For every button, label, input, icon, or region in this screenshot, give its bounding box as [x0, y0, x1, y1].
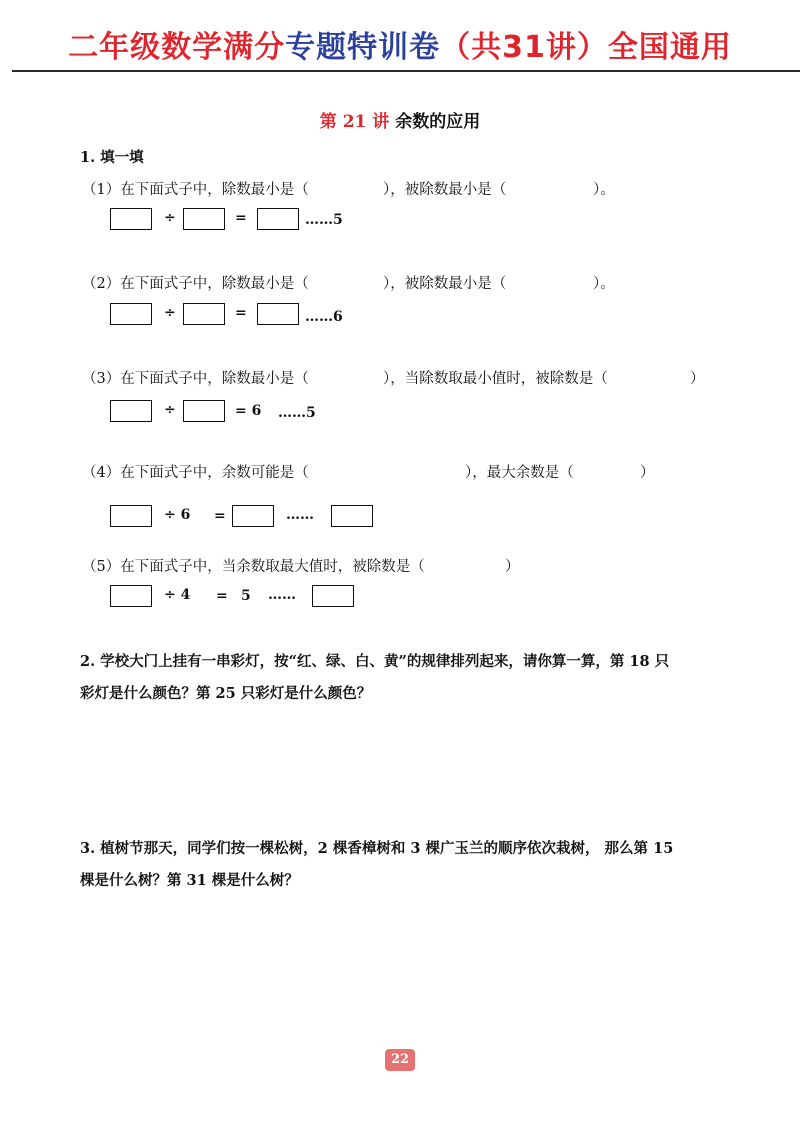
page-number-badge: 22 — [385, 1049, 415, 1071]
q1-4-op: ÷ 6 — [164, 507, 191, 523]
q1-1-prompt: （1）在下面式子中，除数最小是（ — [82, 182, 309, 198]
q1-1-dividend-box[interactable] — [110, 208, 152, 230]
q1-2-mid: ），被除数最小是（ — [383, 276, 507, 292]
banner-part-2: 专题特训卷 — [285, 30, 441, 65]
q1-2-eq: = — [235, 305, 247, 321]
q1-5-remainder-box[interactable] — [312, 585, 354, 607]
banner-divider — [12, 70, 800, 72]
q1-3-remainder: ……5 — [278, 405, 316, 421]
q1-3-dividend-box[interactable] — [110, 400, 152, 422]
q1-2-end: ）。 — [593, 276, 615, 292]
section-1-heading: 1. 填一填 — [80, 149, 144, 166]
section-2-line-2: 彩灯是什么颜色？第 25 只彩灯是什么颜色？ — [80, 685, 372, 702]
q1-1-remainder: ……5 — [305, 212, 343, 228]
lesson-name: 余数的应用 — [395, 112, 481, 132]
q1-1-op: ÷ — [164, 210, 176, 226]
section-3-line-1: 3. 植树节那天，同学们按一棵松树，2 棵香樟树和 3 棵广玉兰的顺序依次栽树， 那么第 15 — [80, 840, 674, 857]
q1-1-quotient-box[interactable] — [257, 208, 299, 230]
q1-1-end: ）。 — [593, 182, 615, 198]
q1-3-mid: ），当除数取最小值时，被除数是（ — [383, 371, 608, 387]
q1-4-remainder-box[interactable] — [331, 505, 373, 527]
q1-3-prompt: （3）在下面式子中，除数最小是（ — [82, 371, 309, 387]
q1-3-op: ÷ — [164, 402, 176, 418]
section-2-line-1: 2. 学校大门上挂有一串彩灯，按“红、绿、白、黄”的规律排列起来，请你算一算，第 18 只 — [80, 653, 670, 670]
q1-2-op: ÷ — [164, 305, 176, 321]
q1-2-remainder: ……6 — [305, 309, 343, 325]
q1-3-divisor-box[interactable] — [183, 400, 225, 422]
section-3-line-2: 棵是什么树？第 31 棵是什么树？ — [80, 872, 299, 889]
q1-5-prompt: （5）在下面式子中，当余数取最大值时，被除数是（ — [82, 559, 425, 575]
q1-5-dots: …… — [268, 587, 296, 603]
q1-1-eq: = — [235, 210, 247, 226]
q1-2-dividend-box[interactable] — [110, 303, 152, 325]
q1-4-mid: ），最大余数是（ — [465, 465, 574, 481]
q1-4-quotient-box[interactable] — [232, 505, 274, 527]
banner-title — [0, 22, 800, 66]
q1-5-quotient: 5 — [241, 588, 251, 604]
q1-1-mid: ），被除数最小是（ — [383, 182, 507, 198]
banner-part-1: 二年级数学满分 — [68, 30, 286, 65]
q1-4-dividend-box[interactable] — [110, 505, 152, 527]
q1-2-quotient-box[interactable] — [257, 303, 299, 325]
q1-1-divisor-box[interactable] — [183, 208, 225, 230]
q1-5-dividend-box[interactable] — [110, 585, 152, 607]
q1-5-eq: = — [216, 588, 228, 604]
q1-4-prompt: （4）在下面式子中，余数可能是（ — [82, 465, 309, 481]
q1-3-end: ） — [690, 371, 705, 387]
q1-5-end: ） — [505, 559, 520, 575]
q1-4-end: ） — [640, 465, 655, 481]
q1-5-op: ÷ 4 — [164, 587, 191, 603]
lesson-title — [0, 107, 800, 132]
banner-part-3: （共31讲）全国通用 — [440, 30, 732, 65]
q1-2-divisor-box[interactable] — [183, 303, 225, 325]
q1-2-prompt: （2）在下面式子中，除数最小是（ — [82, 276, 309, 292]
q1-4-dots: …… — [286, 507, 314, 523]
q1-3-eq: = 6 — [235, 403, 262, 419]
lesson-number: 第 21 讲 — [319, 112, 390, 132]
q1-4-eq: = — [214, 508, 226, 524]
